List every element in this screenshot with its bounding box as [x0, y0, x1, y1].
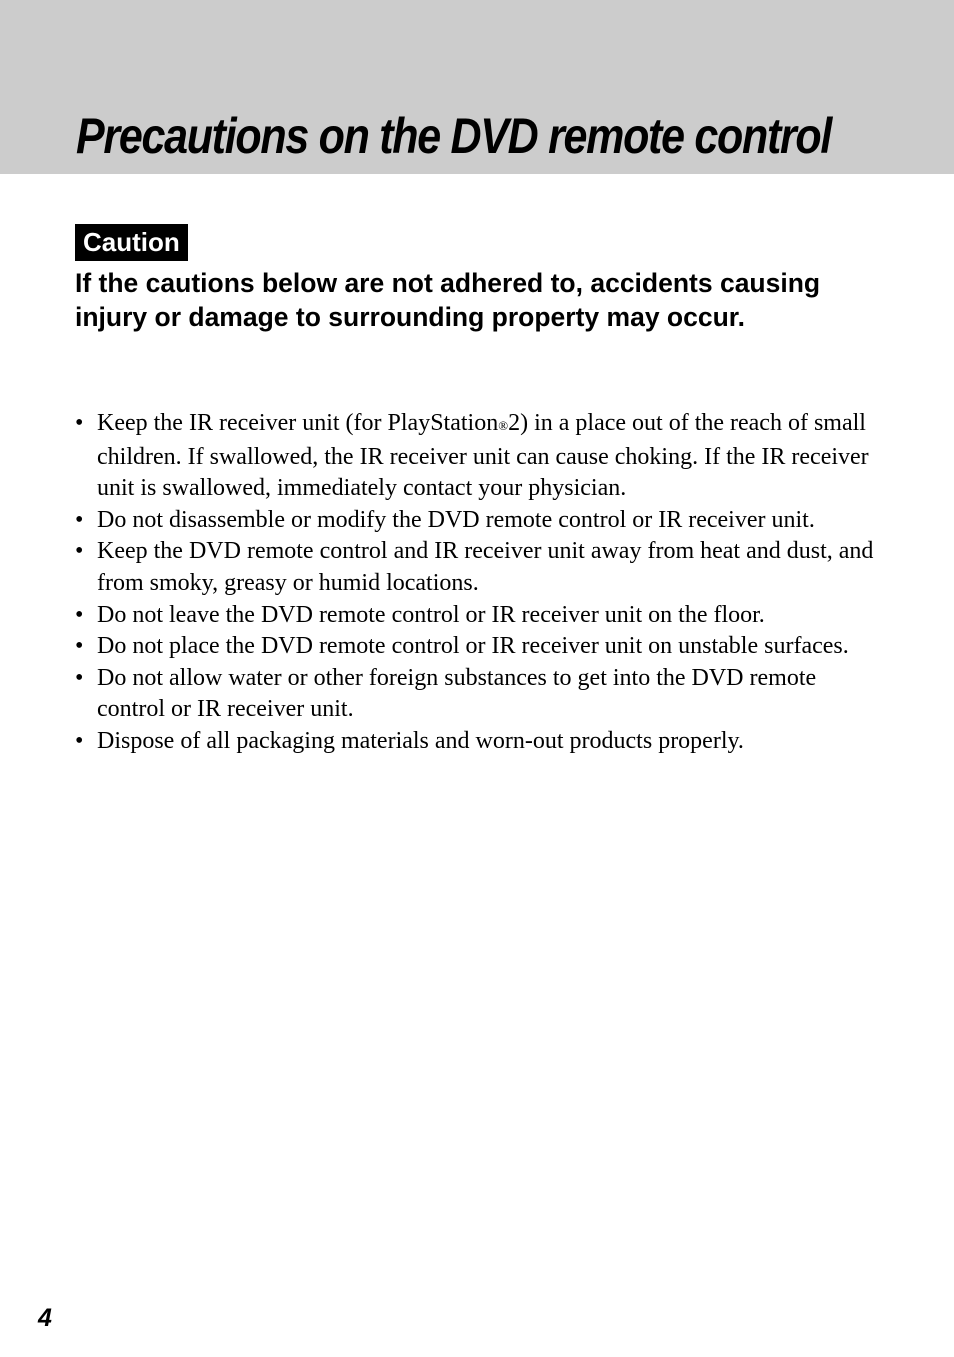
bullet-glyph: • [75, 538, 84, 565]
bullet-glyph: • [75, 727, 84, 754]
list-item-text: Dispose of all packaging materials and worn-out products properly. [97, 727, 744, 754]
list-item-text: Keep the DVD remote control and IR receiver unit away from heat and dust, and from smoky, greasy or humid locations. [97, 538, 874, 596]
list-item [75, 600, 890, 632]
list-item-text: Do not leave the DVD remote control or IR receiver unit on the floor. [97, 601, 765, 628]
list-item-text: Do not allow water or other foreign substances to get into the DVD remote control or IR receiver unit. [97, 664, 817, 723]
bullet-glyph: • [75, 633, 84, 660]
list-item-text: 2) in a place out of the reach of small children. If swallowed, the IR receiver unit can cause choking. If the IR receiver unit is swallowed, immediately contact your physician. [97, 410, 869, 502]
list-item [75, 408, 890, 505]
list-item [75, 536, 890, 599]
bullet-glyph: • [75, 410, 84, 436]
header-band [0, 0, 954, 174]
bullet-glyph: • [75, 601, 84, 628]
page-title: Precautions on the DVD remote control [76, 108, 832, 164]
list-item [75, 631, 890, 663]
precautions-list [75, 408, 890, 758]
list-item [75, 505, 890, 537]
warning-heading: If the cautions below are not adhered to, accidents causing injury or damage to surrounding property may occur. [75, 268, 821, 332]
page-number: 4 [38, 1304, 52, 1332]
list-item [75, 726, 890, 758]
list-item-text: Do not place the DVD remote control or IR receiver unit on unstable surfaces. [97, 633, 849, 660]
list-item-text: Keep the IR receiver unit (for PlayStation [97, 410, 499, 436]
bullet-glyph: • [75, 506, 84, 533]
registered-mark: ® [498, 418, 509, 433]
bullet-glyph: • [75, 664, 84, 691]
list-item [75, 663, 890, 726]
list-item-text: Do not disassemble or modify the DVD remote control or IR receiver unit. [97, 506, 815, 533]
caution-badge: Caution [75, 224, 188, 261]
